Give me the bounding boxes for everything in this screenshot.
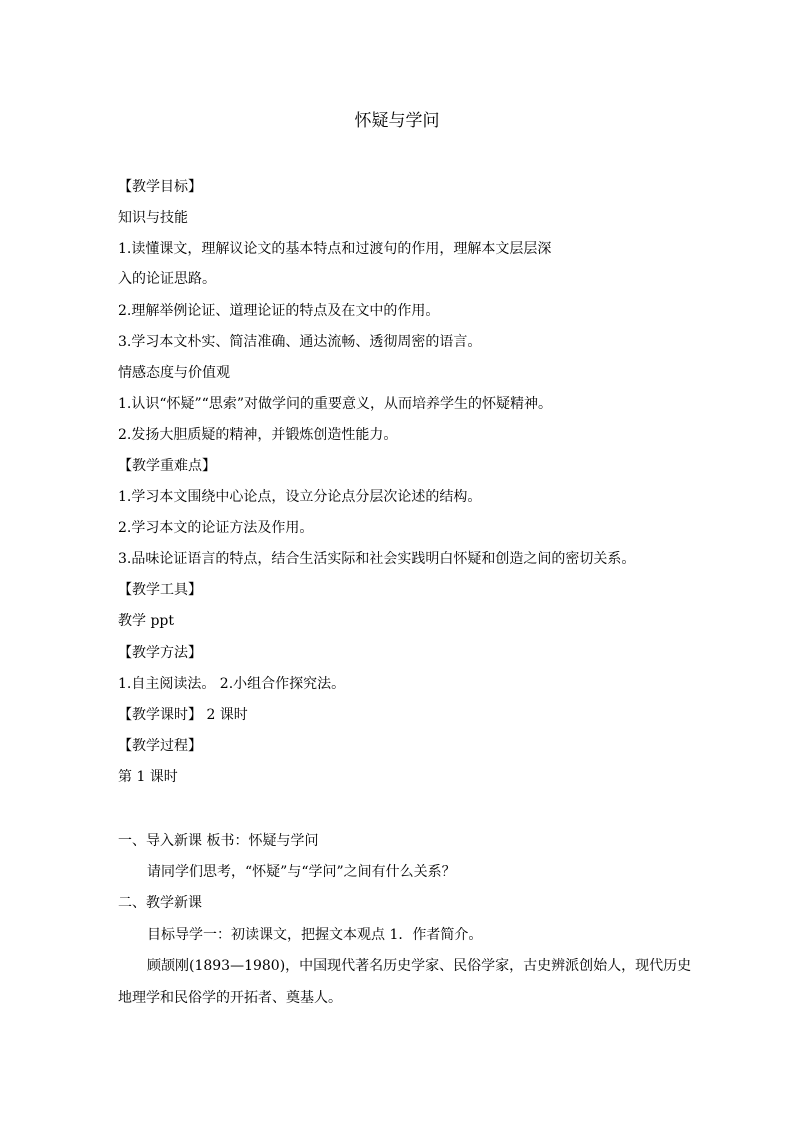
tools-text: 教学 ppt: [118, 613, 174, 629]
objective-item-2: 2.理解举例论证、道理论证的特点及在文中的作用。: [118, 303, 440, 319]
part-heading-introduction: 一、导入新课 板书：怀疑与学问: [118, 833, 319, 849]
section-heading-tools: 【教学工具】: [118, 582, 202, 598]
section-heading-process: 【教学过程】: [118, 738, 202, 754]
author-bio-continued: 地理学和民俗学的开拓者、奠基人。: [118, 990, 342, 1006]
introduction-question: 请同学们思考，“怀疑”与“学问”之间有什么关系？: [147, 864, 456, 880]
goal-guide-1: 目标导学一：初读课文，把握文本观点 1．作者简介。: [147, 927, 483, 943]
subheading-knowledge-skills: 知识与技能: [118, 210, 188, 226]
objective-item-1-continued: 入的论证思路。: [118, 271, 216, 287]
section-heading-methods: 【教学方法】: [118, 645, 202, 661]
attitude-item-2: 2.发扬大胆质疑的精神，并锻炼创造性能力。: [118, 427, 398, 443]
key-point-item-2: 2.学习本文的论证方法及作用。: [118, 520, 314, 536]
key-point-item-3: 3.品味论证语言的特点，结合生活实际和社会实践明白怀疑和创造之间的密切关系。: [118, 551, 636, 567]
key-point-item-1: 1.学习本文围绕中心论点，设立分论点分层次论述的结构。: [118, 489, 482, 505]
attitude-item-1: 1.认识“怀疑”“思索”对做学问的重要意义，从而培养学生的怀疑精神。: [118, 396, 552, 412]
document-title: 怀疑与学问: [354, 111, 440, 131]
part-heading-new-lesson: 二、教学新课: [118, 895, 202, 911]
section-heading-objectives: 【教学目标】: [118, 179, 202, 195]
author-bio: 顾颉刚(1893—1980)，中国现代著名历史学家、民俗学家，古史辨派创始人，现代历史: [147, 958, 692, 974]
section-heading-key-points: 【教学重难点】: [118, 458, 216, 474]
section-heading-class-hours: 【教学课时】 2 课时: [118, 707, 248, 723]
methods-text: 1.自主阅读法。 2.小组合作探究法。: [118, 676, 346, 692]
objective-item-1: 1.读懂课文，理解议论文的基本特点和过渡句的作用，理解本文层层深: [118, 241, 552, 257]
subheading-attitude-values: 情感态度与价值观: [118, 365, 230, 381]
lesson-label: 第 1 课时: [118, 769, 178, 785]
objective-item-3: 3.学习本文朴实、简洁准确、通达流畅、透彻周密的语言。: [118, 334, 482, 350]
